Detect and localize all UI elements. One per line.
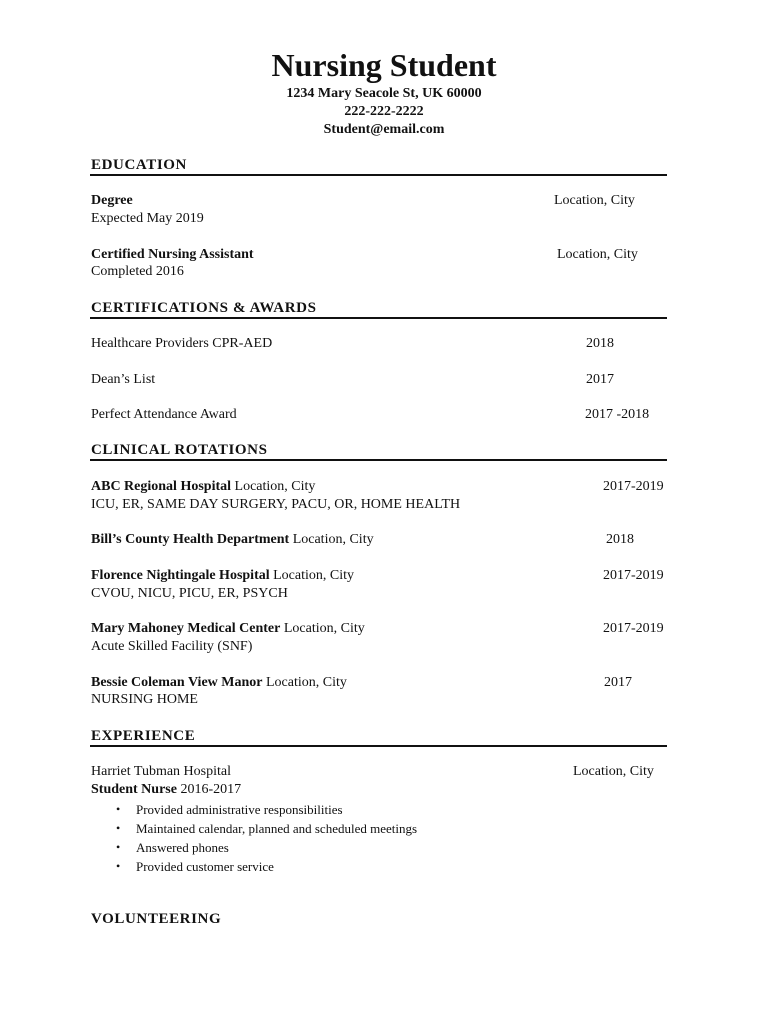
cert-item-title: Dean’s List xyxy=(91,372,156,387)
rotation-units: ICU, ER, SAME DAY SURGERY, PACU, OR, HOME HEALTH xyxy=(91,497,461,512)
list-item: • Provided customer service xyxy=(116,859,274,874)
resume-name: Nursing Student xyxy=(271,47,497,83)
rotation-location: Location, City xyxy=(231,479,316,494)
cert-item-year: 2018 xyxy=(586,336,614,351)
experience-bullet-list xyxy=(91,800,417,876)
rotation-name: Bill’s County Health Department xyxy=(91,532,290,547)
address-line: 1234 Mary Seacole St, UK 60000 xyxy=(286,86,482,101)
cert-item-year: 2017 -2018 xyxy=(585,407,650,422)
cert-item-title: Healthcare Providers CPR-AED xyxy=(91,336,273,351)
rotation-location: Location, City xyxy=(280,621,365,636)
list-item: • Provided administrative responsibilities xyxy=(116,802,343,817)
rotation-line xyxy=(91,479,315,495)
education-degree-title: Degree xyxy=(91,193,133,208)
rotation-location: Location, City xyxy=(269,568,355,583)
clinical-heading: CLINICAL ROTATIONS xyxy=(91,442,268,458)
bullet-icon: • xyxy=(116,840,121,854)
cert-item-title: Perfect Attendance Award xyxy=(91,407,237,422)
rotation-name: Florence Nightingale Hospital xyxy=(91,568,270,583)
education-rule xyxy=(90,174,667,176)
cert-item-year: 2017 xyxy=(586,372,614,387)
experience-years: 2016-2017 xyxy=(176,782,242,797)
certifications-heading: CERTIFICATIONS & AWARDS xyxy=(91,300,317,316)
volunteering-heading: VOLUNTEERING xyxy=(91,911,222,927)
bullet-icon: • xyxy=(116,821,121,835)
experience-heading: EXPERIENCE xyxy=(91,728,196,744)
rotation-units: CVOU, NICU, PICU, ER, PSYCH xyxy=(91,586,288,601)
education-cna-detail: Completed 2016 xyxy=(91,264,184,279)
rotation-name: Mary Mahoney Medical Center xyxy=(91,621,281,636)
list-item: • Answered phones xyxy=(116,840,229,855)
rotation-line xyxy=(91,675,347,691)
education-degree-location: Location, City xyxy=(554,193,635,208)
email-line: Student@email.com xyxy=(323,122,445,137)
rotation-line xyxy=(91,568,354,584)
experience-location: Location, City xyxy=(573,764,654,779)
rotation-location: Location, City xyxy=(262,675,347,690)
experience-rule xyxy=(90,745,667,747)
rotation-name: ABC Regional Hospital xyxy=(91,479,232,494)
experience-role: Student Nurse xyxy=(91,782,177,797)
bullet-icon: • xyxy=(116,802,121,816)
rotation-years: 2017-2019 xyxy=(603,568,664,583)
rotation-units: Acute Skilled Facility (SNF) xyxy=(91,639,253,654)
education-cna-title: Certified Nursing Assistant xyxy=(91,247,254,262)
rotation-location: Location, City xyxy=(289,532,374,547)
bullet-icon: • xyxy=(116,859,121,873)
rotation-years: 2018 xyxy=(606,532,634,547)
certifications-rule xyxy=(90,317,667,319)
education-cna-location: Location, City xyxy=(557,247,638,262)
clinical-rule xyxy=(90,459,667,461)
rotation-name: Bessie Coleman View Manor xyxy=(91,675,263,690)
rotation-years: 2017-2019 xyxy=(603,479,664,494)
experience-role-line xyxy=(91,782,241,798)
rotation-years: 2017-2019 xyxy=(603,621,664,636)
education-heading: EDUCATION xyxy=(91,157,187,173)
rotation-line xyxy=(91,621,365,637)
rotation-years: 2017 xyxy=(604,675,632,690)
education-degree-detail: Expected May 2019 xyxy=(91,211,204,226)
experience-employer: Harriet Tubman Hospital xyxy=(91,764,231,779)
list-item: • Maintained calendar, planned and scheduled meetings xyxy=(116,821,418,836)
rotation-units: NURSING HOME xyxy=(91,692,198,707)
rotation-line xyxy=(91,532,374,548)
phone-line: 222-222-2222 xyxy=(344,104,424,119)
